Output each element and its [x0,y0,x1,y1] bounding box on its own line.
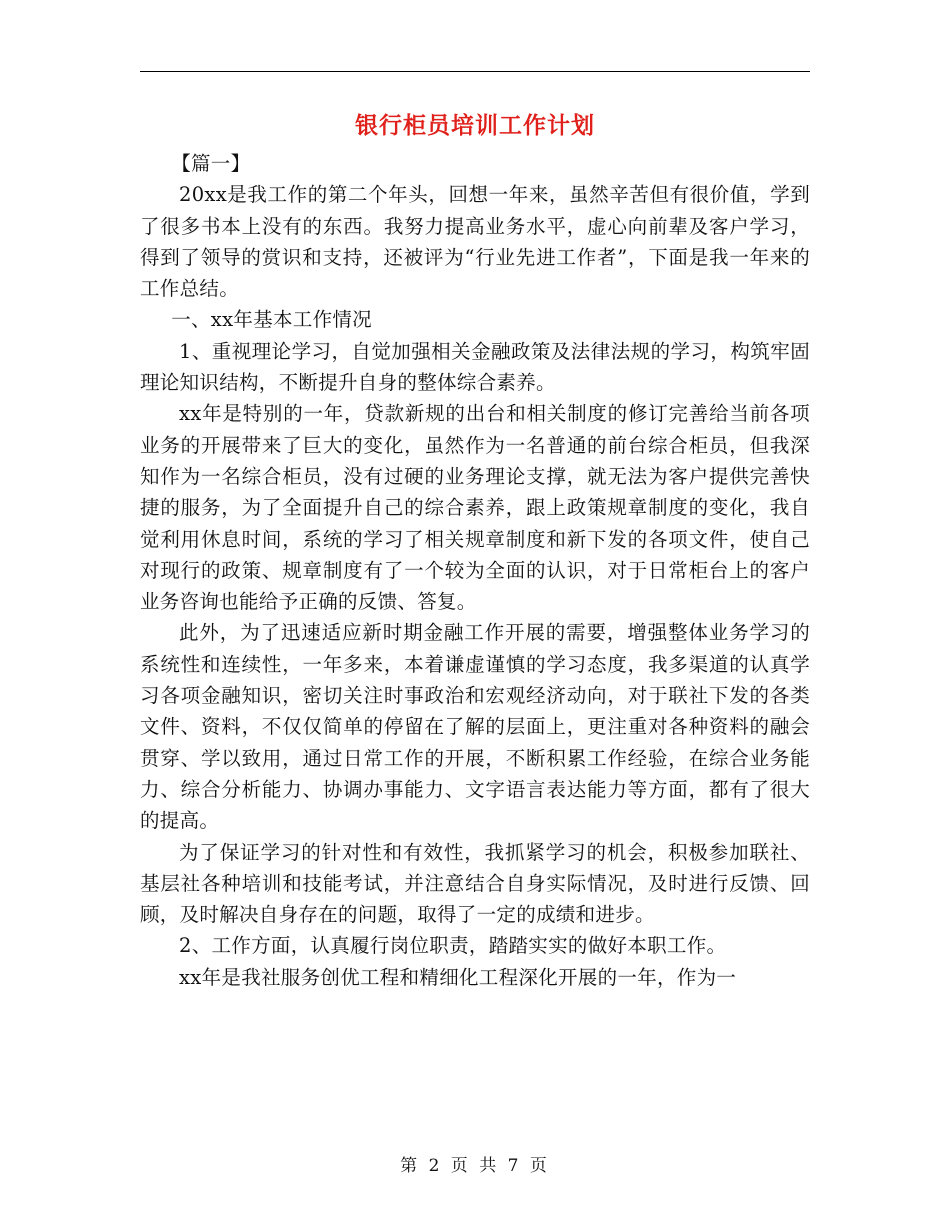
header-rule [140,71,810,72]
paragraph: 此外，为了迅速适应新时期金融工作开展的需要，增强整体业务学习的系统性和连续性，一年多来，本着谦虚谨慎的学习态度，我多渠道的认真学习各项金融知识，密切关注时事政治和宏观经济动向，对于联社下发的各类文件、资料，不仅仅简单的停留在了解的层面上，更注重对各种资料的融会贯穿、学以致用，通过日常工作的开展，不断积累工作经验，在综合业务能力、综合分析能力、协调办事能力、文字语言表达能力等方面，都有了很大的提高。 [140,621,810,833]
document-title: 银行柜员培训工作计划 [355,113,595,139]
page-number: 第 2 页 共 7 页 [400,1156,550,1176]
paragraph: 1、重视理论学习，自觉加强相关金融政策及法律法规的学习，构筑牢固理论知识结构，不断提升自身的整体综合素养。 [140,339,810,395]
paragraph: 20xx是我工作的第二个年头，回想一年来，虽然辛苦但有很价值，学到了很多书本上没有的东西。我努力提高业务水平，虚心向前辈及客户学习，得到了领导的赏识和支持，还被评为“行业先进工作者”，下面是我一年来的工作总结。 [140,183,810,301]
document-body [140,148,810,993]
paragraph: xx年是特别的一年，贷款新规的出台和相关制度的修订完善给当前各项业务的开展带来了巨大的变化，虽然作为一名普通的前台综合柜员，但我深知作为一名综合柜员，没有过硬的业务理论支撑，就无法为客户提供完善快捷的服务，为了全面提升自己的综合素养，跟上政策规章制度的变化，我自觉利用休息时间，系统的学习了相关规章制度和新下发的各项文件，使自己对现行的政策、规章制度有了一个较为全面的认识，对于日常柜台上的客户业务咨询也能给予正确的反馈、答复。 [140,402,810,614]
paragraph: xx年是我社服务创优工程和精细化工程深化开展的一年，作为一 [179,965,737,989]
paragraph: 为了保证学习的针对性和有效性，我抓紧学习的机会，积极参加联社、基层社各种培训和技能考试，并注意结合自身实际情况，及时进行反馈、回顾，及时解决自身存在的问题，取得了一定的成绩和进步。 [140,840,810,927]
section-label: 【篇一】 [171,152,251,175]
paragraph: 2、工作方面，认真履行岗位职责，踏踏实实的做好本职工作。 [179,934,727,958]
section-heading: 一、xx年基本工作情况 [171,308,372,332]
